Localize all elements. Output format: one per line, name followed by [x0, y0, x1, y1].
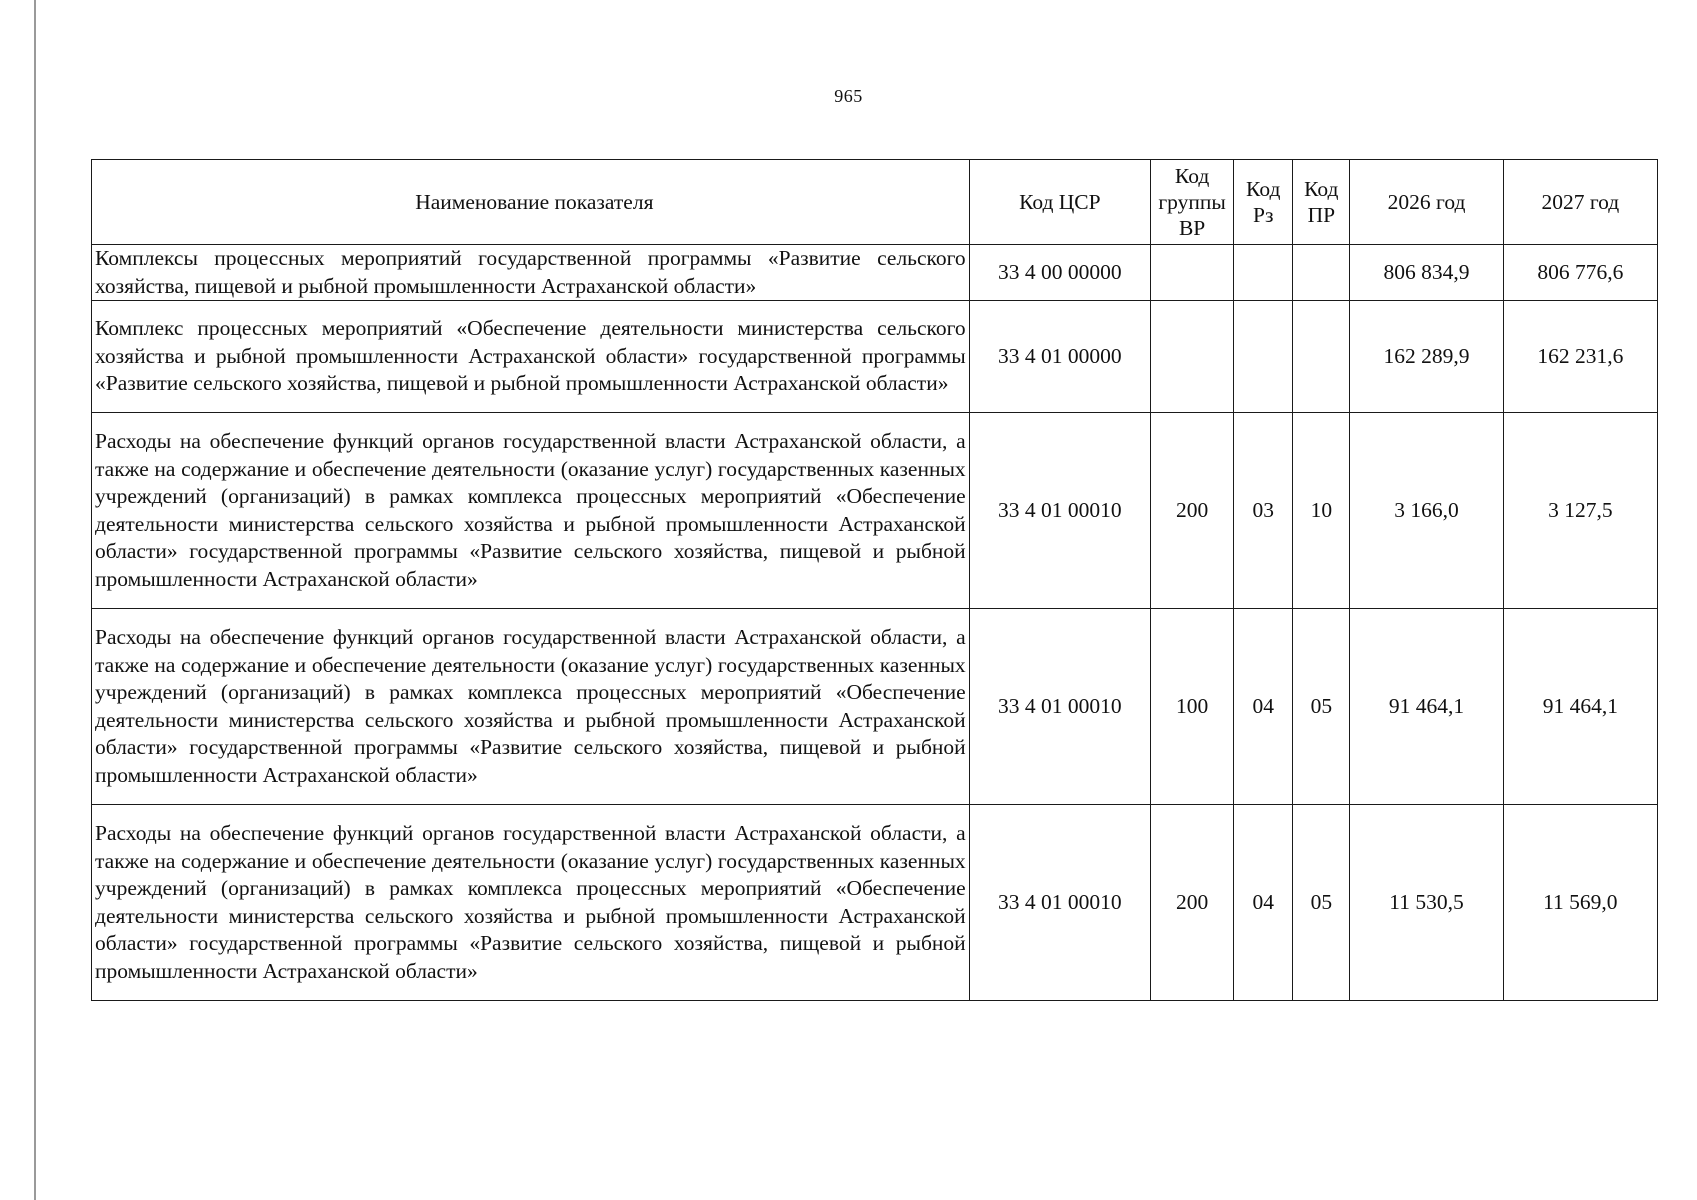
row-value-2027: 806 776,6: [1503, 245, 1657, 301]
row-pr: 10: [1293, 413, 1350, 609]
row-vr: 100: [1151, 609, 1234, 805]
row-vr: [1151, 245, 1234, 301]
scan-edge-line: [34, 0, 36, 1200]
header-pr: Код ПР: [1293, 160, 1350, 245]
row-csr: 33 4 01 00010: [969, 805, 1150, 1001]
budget-table: [91, 159, 1658, 1001]
row-value-2026: 11 530,5: [1350, 805, 1503, 1001]
row-name: Комплексы процессных мероприятий государственной программы «Развитие сельского хозяйства, пищевой и рыбной промышленности Астраханской области»: [92, 245, 970, 301]
header-name: Наименование показателя: [92, 160, 970, 245]
row-value-2026: 162 289,9: [1350, 301, 1503, 413]
row-csr: 33 4 01 00010: [969, 609, 1150, 805]
row-pr: 05: [1293, 609, 1350, 805]
row-pr: 05: [1293, 805, 1350, 1001]
row-name: Расходы на обеспечение функций органов государственной власти Астраханской области, а также на содержание и обеспечение деятельности (оказание услуг) государственных казенных учреждений (организаций) в рамках комплекса процессных мероприятий «Обеспечение деятельности министерства сельского хозяйства и рыбной промышленности Астраханской области» государственной программы «Развитие сельского хозяйства, пищевой и рыбной промышленности Астраханской области»: [92, 609, 970, 805]
row-csr: 33 4 00 00000: [969, 245, 1150, 301]
header-year-2026: 2026 год: [1350, 160, 1503, 245]
table-row: [92, 301, 1658, 413]
row-pr: [1293, 245, 1350, 301]
row-value-2027: 162 231,6: [1503, 301, 1657, 413]
row-name: Комплекс процессных мероприятий «Обеспечение деятельности министерства сельского хозяйства и рыбной промышленности Астраханской области» государственной программы «Развитие сельского хозяйства, пищевой и рыбной промышленности Астраханской области»: [92, 301, 970, 413]
row-value-2027: 11 569,0: [1503, 805, 1657, 1001]
row-value-2026: 91 464,1: [1350, 609, 1503, 805]
row-rz: 03: [1234, 413, 1293, 609]
row-value-2027: 91 464,1: [1503, 609, 1657, 805]
row-name: Расходы на обеспечение функций органов государственной власти Астраханской области, а также на содержание и обеспечение деятельности (оказание услуг) государственных казенных учреждений (организаций) в рамках комплекса процессных мероприятий «Обеспечение деятельности министерства сельского хозяйства и рыбной промышленности Астраханской области» государственной программы «Развитие сельского хозяйства, пищевой и рыбной промышленности Астраханской области»: [92, 805, 970, 1001]
row-vr: [1151, 301, 1234, 413]
row-csr: 33 4 01 00010: [969, 413, 1150, 609]
row-vr: 200: [1151, 413, 1234, 609]
row-value-2026: 3 166,0: [1350, 413, 1503, 609]
page-number: 965: [834, 86, 863, 106]
row-name: Расходы на обеспечение функций органов государственной власти Астраханской области, а также на содержание и обеспечение деятельности (оказание услуг) государственных казенных учреждений (организаций) в рамках комплекса процессных мероприятий «Обеспечение деятельности министерства сельского хозяйства и рыбной промышленности Астраханской области» государственной программы «Развитие сельского хозяйства, пищевой и рыбной промышленности Астраханской области»: [92, 413, 970, 609]
table-header-row: [92, 160, 1658, 245]
header-vr: Код группы ВР: [1151, 160, 1234, 245]
header-year-2027: 2027 год: [1503, 160, 1657, 245]
table-row: [92, 805, 1658, 1001]
row-rz: [1234, 245, 1293, 301]
table-row: [92, 413, 1658, 609]
row-pr: [1293, 301, 1350, 413]
row-rz: [1234, 301, 1293, 413]
row-rz: 04: [1234, 805, 1293, 1001]
row-csr: 33 4 01 00000: [969, 301, 1150, 413]
header-csr: Код ЦСР: [969, 160, 1150, 245]
row-vr: 200: [1151, 805, 1234, 1001]
header-rz: Код Рз: [1234, 160, 1293, 245]
table-row: [92, 245, 1658, 301]
row-value-2026: 806 834,9: [1350, 245, 1503, 301]
row-rz: 04: [1234, 609, 1293, 805]
row-value-2027: 3 127,5: [1503, 413, 1657, 609]
table-row: [92, 609, 1658, 805]
